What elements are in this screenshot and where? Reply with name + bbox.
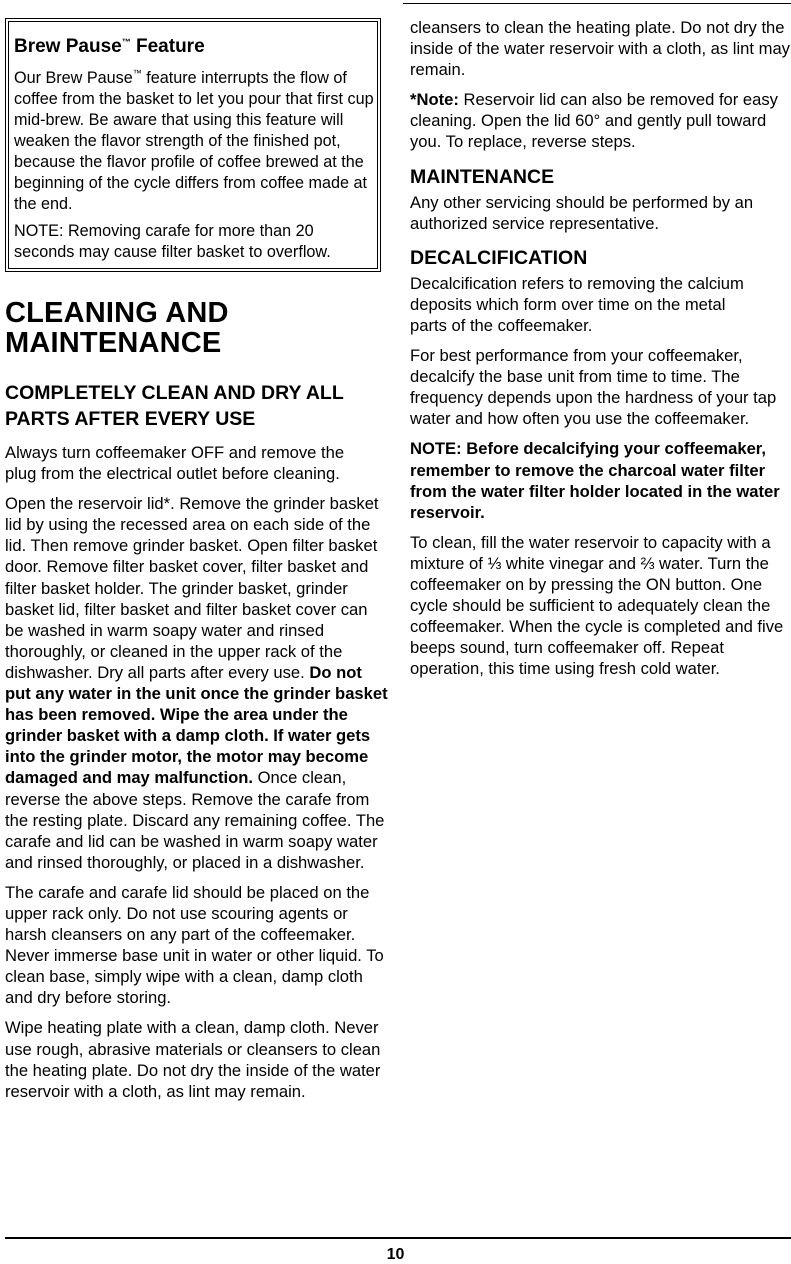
brew-pause-title — [14, 31, 380, 58]
brew-pause-description — [14, 63, 374, 215]
brew-pause-desc-b: feature interrupts the flow of coffee from the basket to let you pour that first cup mid-brew. Be aware that using this feature will weaken the flavor strength of the finished pot, because the flavor profile of coffee brewed at the beginning of the cycle differs from coffee made at the end. — [14, 69, 374, 213]
trademark-mark: ™ — [132, 68, 142, 78]
maintenance-text: Any other servicing should be performed by an authorized service representative. — [410, 192, 754, 233]
cleaning-subheading: COMPLETELY CLEAN AND DRY ALL PARTS AFTER EVERY USE — [5, 382, 344, 430]
cleaning-warning: Do not put any water in the unit once the grinder basket has been removed. Wipe the area under the grinder basket with a damp cloth. If water gets into the grinder motor, the motor may become damaged and may malfunction. — [5, 662, 388, 788]
cleaning-para-2-a: Open the reservoir lid*. Remove the grinder basket lid by using the recessed area on each side of the lid. Then remove grinder basket. Open filter basket door. Remove filter basket cover, filter basket and filter basket holder. The grinder basket, grinder basket lid, filter basket and filter basket cover can be washed in warm soapy water and rinsed thoroughly, or cleaned in the upper rack of the dishwasher. Dry all parts after every use. — [5, 494, 379, 682]
decalcification-para-1: Decalcification refers to removing the calcium deposits which form over time on the metal parts of the coffeemaker. — [410, 273, 744, 335]
cleaning-para-4: Wipe heating plate with a clean, damp cloth. Never use rough, abrasive materials or cleansers to clean the heating plate. Do not dry the inside of the water reservoir with a cloth, as lint may remain. — [5, 1018, 381, 1101]
decalcification-heading: DECALCIFICATION — [410, 246, 588, 269]
brew-pause-desc-a: Our Brew Pause — [14, 69, 133, 87]
reservoir-note-label: *Note: — [410, 90, 459, 110]
decalcification-note: NOTE: Before decalcifying your coffeemaker, remember to remove the charcoal water filter from the water filter holder located in the water reservoir. — [410, 439, 780, 522]
brew-pause-title-rest: Feature — [130, 36, 205, 57]
cleaning-body — [5, 442, 390, 1101]
cleaning-para-2-b: Once clean, reverse the above steps. Remove the carafe from the resting plate. Discard any remaining coffee. The carafe and lid can be washed in warm soapy water and rinsed thoroughly, or placed in a dishwasher. — [5, 768, 385, 872]
page-number: 10 — [386, 1246, 405, 1263]
trademark-mark: ™ — [121, 37, 131, 47]
cleaning-para-4-continued: cleansers to clean the heating plate. Do not dry the inside of the water reservoir with a cloth, as lint may remain. — [410, 18, 790, 80]
top-rule — [403, 3, 791, 4]
brew-pause-title-main: Brew Pause — [14, 36, 122, 57]
cleaning-heading: CLEANING AND MAINTENANCE — [5, 297, 229, 359]
right-body — [410, 17, 791, 679]
reservoir-note-text: Reservoir lid can also be removed for easy cleaning. Open the lid 60° and gently pull toward you. To replace, reverse steps. — [410, 90, 778, 152]
maintenance-heading: MAINTENANCE — [410, 165, 555, 188]
cleaning-para-3: The carafe and carafe lid should be placed on the upper rack only. Do not use scouring agents or harsh cleansers on any part of the coffeemaker. Never immerse base unit in water or other liquid. To clean base, simply wipe with a clean, damp cloth and dry before storing. — [5, 882, 384, 1008]
decalcification-para-2: For best performance from your coffeemaker, decalcify the base unit from time to time. The frequency depends upon the hardness of your tap water and how often you use the coffeemaker. — [410, 346, 777, 429]
cleaning-para-2 — [5, 493, 390, 873]
brew-pause-note: NOTE: Removing carafe for more than 20 seconds may cause filter basket to overflow. — [14, 222, 331, 261]
cleaning-para-1: Always turn coffeemaker OFF and remove the plug from the electrical outlet before cleaning. — [5, 443, 345, 484]
brew-pause-box — [5, 18, 381, 272]
reservoir-note — [410, 89, 791, 152]
decalcification-para-3: To clean, fill the water reservoir to capacity with a mixture of ⅓ white vinegar and ⅔ water. Turn the coffeemaker on by pressing the ON button. One cycle should be sufficient to adequately clean the coffeemaker. When the cycle is completed and five beeps sound, turn coffeemaker off. Repeat operation, this time using fresh cold water. — [410, 532, 784, 679]
bottom-rule — [5, 1237, 791, 1239]
